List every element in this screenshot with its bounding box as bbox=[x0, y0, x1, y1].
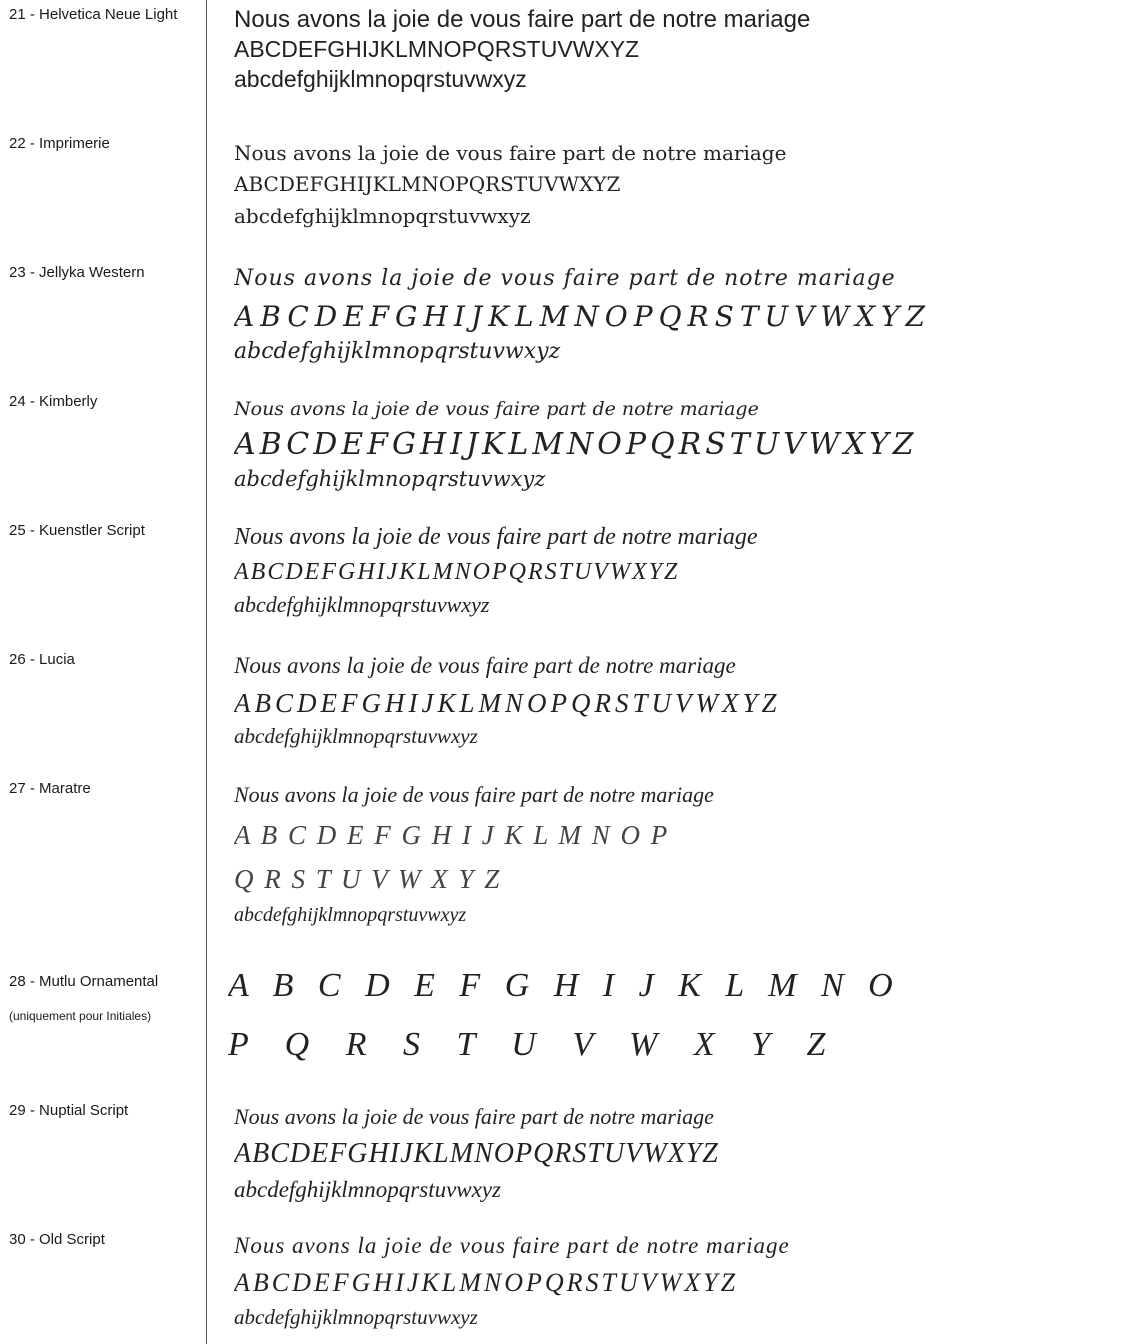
sample-uppercase: ABCDEFGHIJKLMNOPQRSTUVWXYZ bbox=[234, 688, 781, 718]
sample-sentence: Nous avons la joie de vous faire part de notre mariage bbox=[234, 6, 811, 33]
sample-uppercase-q-z: Q R S T U V W X Y Z bbox=[234, 864, 502, 894]
sample-uppercase: ABCDEFGHIJKLMNOPQRSTUVWXYZ bbox=[234, 1138, 719, 1169]
sample-sentence: Nous avons la joie de vous faire part de notre mariage bbox=[234, 1233, 790, 1258]
sample-sentence: Nous avons la joie de vous faire part de notre mariage bbox=[234, 398, 759, 420]
font-label-26: 26 - Lucia bbox=[9, 651, 75, 668]
font-sample-24 bbox=[234, 394, 1114, 492]
column-divider bbox=[206, 0, 207, 1344]
font-label-25: 25 - Kuenstler Script bbox=[9, 522, 145, 539]
font-label-27: 27 - Maratre bbox=[9, 780, 91, 797]
sample-uppercase-a-p: A B C D E F G H I J K L M N O P bbox=[234, 820, 670, 850]
font-sample-22 bbox=[234, 138, 1114, 232]
sample-uppercase: ABCDEFGHIJKLMNOPQRSTUVWXYZ bbox=[234, 559, 680, 585]
font-label-23: 23 - Jellyka Western bbox=[9, 264, 145, 281]
font-sample-23 bbox=[234, 262, 1114, 366]
sample-uppercase: ABCDEFGHIJKLMNOPQRSTUVWXYZ bbox=[234, 427, 918, 462]
sample-sentence: Nous avons la joie de vous faire part de notre mariage bbox=[234, 266, 896, 291]
font-label-24: 24 - Kimberly bbox=[9, 393, 98, 410]
sample-lowercase: abcdefghijklmnopqrstuvwxyz bbox=[234, 592, 490, 617]
font-sample-27 bbox=[234, 778, 1114, 930]
sample-sentence: Nous avons la joie de vous faire part de notre mariage bbox=[234, 1104, 714, 1129]
sample-lowercase: abcdefghijklmnopqrstuvwxyz bbox=[234, 1305, 478, 1329]
font-label-29: 29 - Nuptial Script bbox=[9, 1102, 129, 1119]
font-sample-29 bbox=[234, 1100, 1114, 1206]
font-note-28: (uniquement pour Initiales) bbox=[9, 1009, 152, 1023]
sample-initials-p-z: P Q R S T U V W X Y Z bbox=[228, 1026, 840, 1063]
sample-lowercase: abcdefghijklmnopqrstuvwxyz bbox=[234, 339, 561, 364]
sample-sentence: Nous avons la joie de vous faire part de notre mariage bbox=[234, 141, 787, 165]
sample-lowercase: abcdefghijklmnopqrstuvwxyz bbox=[234, 1177, 502, 1202]
sample-uppercase: ABCDEFGHIJKLMNOPQRSTUVWXYZ bbox=[234, 172, 621, 196]
font-label-22: 22 - Imprimerie bbox=[9, 135, 110, 152]
sample-sentence: Nous avons la joie de vous faire part de notre mariage bbox=[234, 524, 758, 550]
font-sample-25 bbox=[234, 520, 1114, 620]
font-label-28: 28 - Mutlu Ornamental bbox=[9, 973, 159, 990]
font-sample-21 bbox=[234, 6, 1114, 94]
font-sample-26 bbox=[234, 649, 1114, 749]
font-sample-28 bbox=[228, 956, 1108, 1074]
sample-lowercase: abcdefghijklmnopqrstuvwxyz bbox=[234, 204, 531, 228]
sample-sentence: Nous avons la joie de vous faire part de notre mariage bbox=[234, 782, 714, 807]
sample-lowercase: abcdefghijklmnopqrstuvwxyz bbox=[234, 904, 467, 926]
font-label-21: 21 - Helvetica Neue Light bbox=[9, 6, 178, 23]
sample-uppercase: ABCDEFGHIJKLMNOPQRSTUVWXYZ bbox=[234, 300, 931, 333]
font-sample-30 bbox=[234, 1229, 1114, 1331]
sample-uppercase: ABCDEFGHIJKLMNOPQRSTUVWXYZ bbox=[234, 1268, 739, 1297]
font-label-30: 30 - Old Script bbox=[9, 1231, 105, 1248]
sample-lowercase: abcdefghijklmnopqrstuvwxyz bbox=[234, 467, 546, 491]
sample-sentence: Nous avons la joie de vous faire part de notre mariage bbox=[234, 653, 736, 678]
sample-uppercase: ABCDEFGHIJKLMNOPQRSTUVWXYZ bbox=[234, 36, 640, 62]
sample-initials-a-o: A B C D E F G H I J K L M N O bbox=[228, 967, 901, 1004]
sample-lowercase: abcdefghijklmnopqrstuvwxyz bbox=[234, 66, 527, 92]
sample-lowercase: abcdefghijklmnopqrstuvwxyz bbox=[234, 724, 478, 748]
